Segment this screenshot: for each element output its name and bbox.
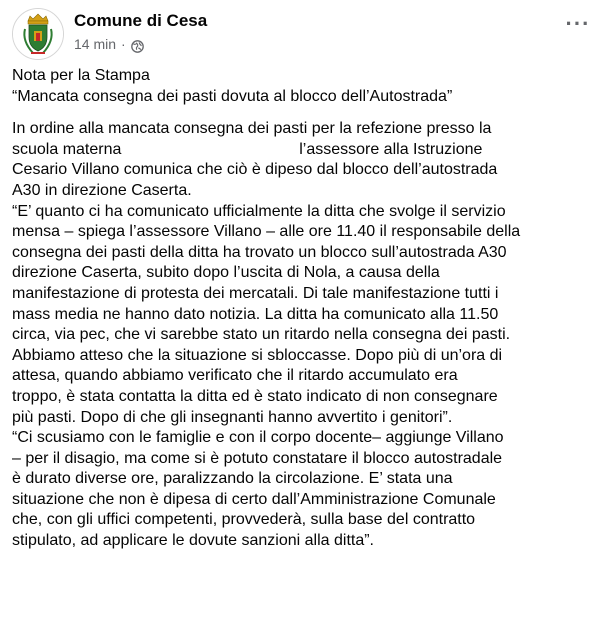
post-header bbox=[12, 6, 597, 62]
body-line: mass media ne hanno dato notizia. La ditta ha comunicato alla 11.50 bbox=[12, 305, 499, 323]
page-name-link[interactable]: Comune di Cesa bbox=[74, 11, 208, 30]
body-line: “Ci scusiamo con le famiglie e con il corpo docente– aggiunge Villano bbox=[12, 429, 504, 447]
body-line: che, con gli uffici competenti, provvederà, sulla base del contratto bbox=[12, 511, 476, 529]
body-line: attesa, quando abbiamo verificato che il ritardo accumulato era bbox=[12, 367, 458, 385]
body-line: “E’ quanto ci ha comunicato ufficialmente la ditta che svolge il servizio bbox=[12, 202, 506, 220]
post-timestamp[interactable]: 14 min bbox=[74, 36, 117, 52]
body-line: circa, via pec, che vi sarebbe stato un ritardo nella consegna dei pasti. bbox=[12, 326, 511, 344]
body-line: troppo, è stata contatta la ditta ed è stato indicato di non consegnare bbox=[12, 387, 498, 405]
body-line: più pasti. Dopo di che gli insegnanti hanno avvertito i genitori”. bbox=[12, 408, 453, 426]
more-options-button[interactable] bbox=[563, 11, 593, 40]
body-line: manifestazione di protesta dei mercatali. Di tale manifestazione tutti i bbox=[12, 284, 499, 302]
body-line: situazione che non è dipesa di certo dall’Amministrazione Comunale bbox=[12, 490, 496, 508]
body-line: mensa – spiega l’assessore Villano – alle ore 11.40 il responsabile della bbox=[12, 223, 521, 241]
body-line: scuola materna l’assessore alla Istruzione bbox=[12, 140, 483, 158]
globe-icon[interactable] bbox=[131, 38, 144, 51]
body-line: consegna dei pasti della ditta ha trovato un blocco sull’autostrada A30 bbox=[12, 243, 507, 261]
post-meta bbox=[74, 34, 144, 54]
body-line: stipulato, ad applicare le dovute sanzioni alla ditta”. bbox=[12, 532, 374, 550]
page-avatar[interactable] bbox=[12, 8, 64, 60]
ellipsis-icon: ··· bbox=[565, 11, 591, 36]
body-line: In ordine alla mancata consegna dei pasti per la refezione presso la bbox=[12, 120, 492, 138]
municipal-crest-icon bbox=[13, 9, 63, 59]
body-line: – per il disagio, ma come si è potuto constatare il blocco autostradale bbox=[12, 449, 503, 467]
heading-line-2: “Mancata consegna dei pasti dovuta al blocco dell’Autostrada” bbox=[12, 87, 453, 105]
meta-separator: · bbox=[121, 36, 126, 52]
body-line: è durato diverse ore, paralizzando la circolazione. E’ stata una bbox=[12, 470, 453, 488]
paragraph-gap bbox=[12, 107, 597, 119]
body-line: direzione Caserta, subito dopo l’uscita di Nola, a causa della bbox=[12, 264, 440, 282]
heading-line-1: Nota per la Stampa bbox=[12, 67, 150, 84]
post-text bbox=[12, 66, 597, 552]
body-line: A30 in direzione Caserta. bbox=[12, 181, 192, 199]
body-line: Cesario Villano comunica che ciò è dipeso dal blocco dell’autostrada bbox=[12, 161, 498, 179]
body-line: Abbiamo atteso che la situazione si sbloccasse. Dopo più di un’ora di bbox=[12, 346, 503, 364]
